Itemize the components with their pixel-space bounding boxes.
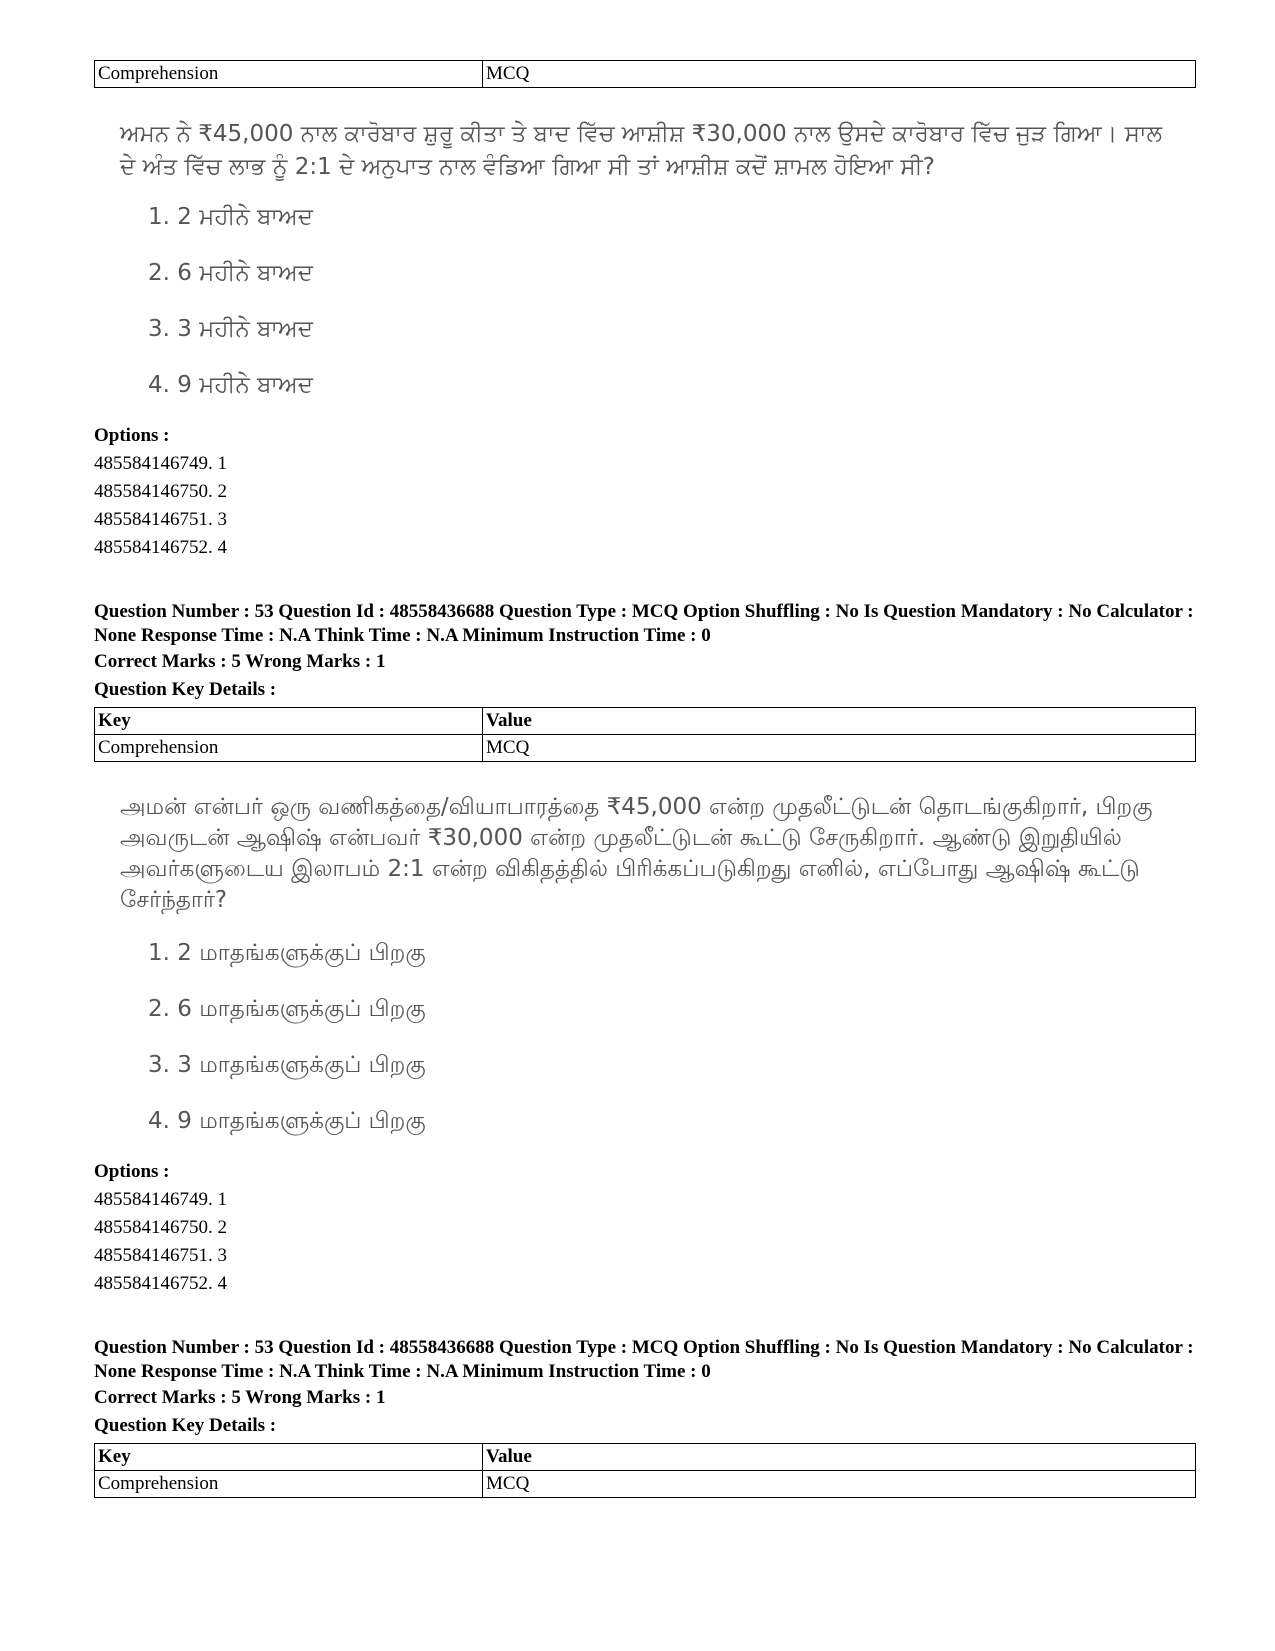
options-label: Options : (94, 425, 170, 446)
option-item: 485584146752. 4 (94, 537, 227, 558)
table-cell-key: Comprehension (95, 735, 483, 762)
table-cell-key: Comprehension (95, 61, 483, 88)
table-cell-value: MCQ (483, 735, 1196, 762)
option-item: 485584146751. 3 (94, 1245, 227, 1266)
table-row (95, 1471, 1196, 1498)
choice-item: 4. 9 ਮਹੀਨੇ ਬਾਅਦ (148, 372, 314, 398)
choice-item: 3. 3 மாதங்களுக்குப் பிறகு (148, 1052, 426, 1078)
key-details-table (94, 1443, 1196, 1498)
table-cell-value: MCQ (483, 61, 1196, 88)
option-item: 485584146750. 2 (94, 481, 227, 502)
choice-item: 1. 2 ਮਹੀਨੇ ਬਾਅਦ (148, 204, 314, 230)
option-item: 485584146749. 1 (94, 1189, 227, 1210)
option-item: 485584146752. 4 (94, 1273, 227, 1294)
question-meta: Question Number : 53 Question Id : 48558436688 Question Type : MCQ Option Shuffling : No Is Question Mandatory : No Calculator : None Response Time : N.A Think Time : N.A Minimum Instruction Time : 0 (94, 1337, 1194, 1382)
table-header-key: Key (95, 1444, 483, 1471)
table-cell-value: MCQ (483, 1471, 1196, 1498)
key-details-label: Question Key Details : (94, 1415, 277, 1436)
choice-item: 4. 9 மாதங்களுக்குப் பிறகு (148, 1108, 426, 1134)
choice-item: 2. 6 மாதங்களுக்குப் பிறகு (148, 996, 426, 1022)
option-item: 485584146750. 2 (94, 1217, 227, 1238)
marks-line: Correct Marks : 5 Wrong Marks : 1 (94, 651, 386, 672)
table-header-value: Value (483, 1444, 1196, 1471)
table-header-row (95, 1444, 1196, 1471)
choice-item: 2. 6 ਮਹੀਨੇ ਬਾਅਦ (148, 260, 314, 286)
question-text-punjabi: ਅਮਨ ਨੇ ₹45,000 ਨਾਲ ਕਾਰੋਬਾਰ ਸ਼ੁਰੂ ਕੀਤਾ ਤੇ ਬਾਦ ਵਿੱਚ ਆਸ਼ੀਸ਼ ₹30,000 ਨਾਲ ਉਸਦੇ ਕਾਰੋਬਾਰ ਵਿੱਚ ਜੁੜ ਗਿਆ। ਸਾਲ ਦੇ ਅੰਤ ਵਿੱਚ ਲਾਭ ਨੂੰ 2:1 ਦੇ ਅਨੁਪਾਤ ਨਾਲ ਵੰਡਿਆ ਗਿਆ ਸੀ ਤਾਂ ਆਸ਼ੀਸ਼ ਕਦੋਂ ਸ਼ਾਮਲ ਹੋਇਆ ਸੀ? (120, 121, 1163, 180)
question-text-tamil: அமன் என்பர் ஒரு வணிகத்தை/வியாபாரத்தை ₹45,000 என்ற முதலீட்டுடன் தொடங்குகிறார், பிறகு அவருடன் ஆஷிஷ் என்பவர் ₹30,000 என்ற முதலீட்டுடன் கூட்டு சேருகிறார். ஆண்டு இறுதியில் அவர்களுடைய இலாபம் 2:1 என்ற விகிதத்தில் பிரிக்கப்படுகிறது எனில், எப்போது ஆஷிஷ் கூட்டு சேர்ந்தார்? (120, 794, 1153, 913)
choice-item: 1. 2 மாதங்களுக்குப் பிறகு (148, 940, 426, 966)
choice-item: 3. 3 ਮਹੀਨੇ ਬਾਅਦ (148, 316, 314, 342)
key-details-label: Question Key Details : (94, 679, 277, 700)
table-header-value: Value (483, 708, 1196, 735)
table-cell-key: Comprehension (95, 1471, 483, 1498)
option-item: 485584146751. 3 (94, 509, 227, 530)
question-meta: Question Number : 53 Question Id : 48558436688 Question Type : MCQ Option Shuffling : No Is Question Mandatory : No Calculator : None Response Time : N.A Think Time : N.A Minimum Instruction Time : 0 (94, 601, 1194, 646)
marks-line: Correct Marks : 5 Wrong Marks : 1 (94, 1387, 386, 1408)
key-details-table (94, 707, 1196, 762)
table-header-key: Key (95, 708, 483, 735)
key-details-table (94, 60, 1196, 88)
table-header-row (95, 708, 1196, 735)
option-item: 485584146749. 1 (94, 453, 227, 474)
table-row (95, 735, 1196, 762)
options-label: Options : (94, 1161, 170, 1182)
table-row (95, 61, 1196, 88)
